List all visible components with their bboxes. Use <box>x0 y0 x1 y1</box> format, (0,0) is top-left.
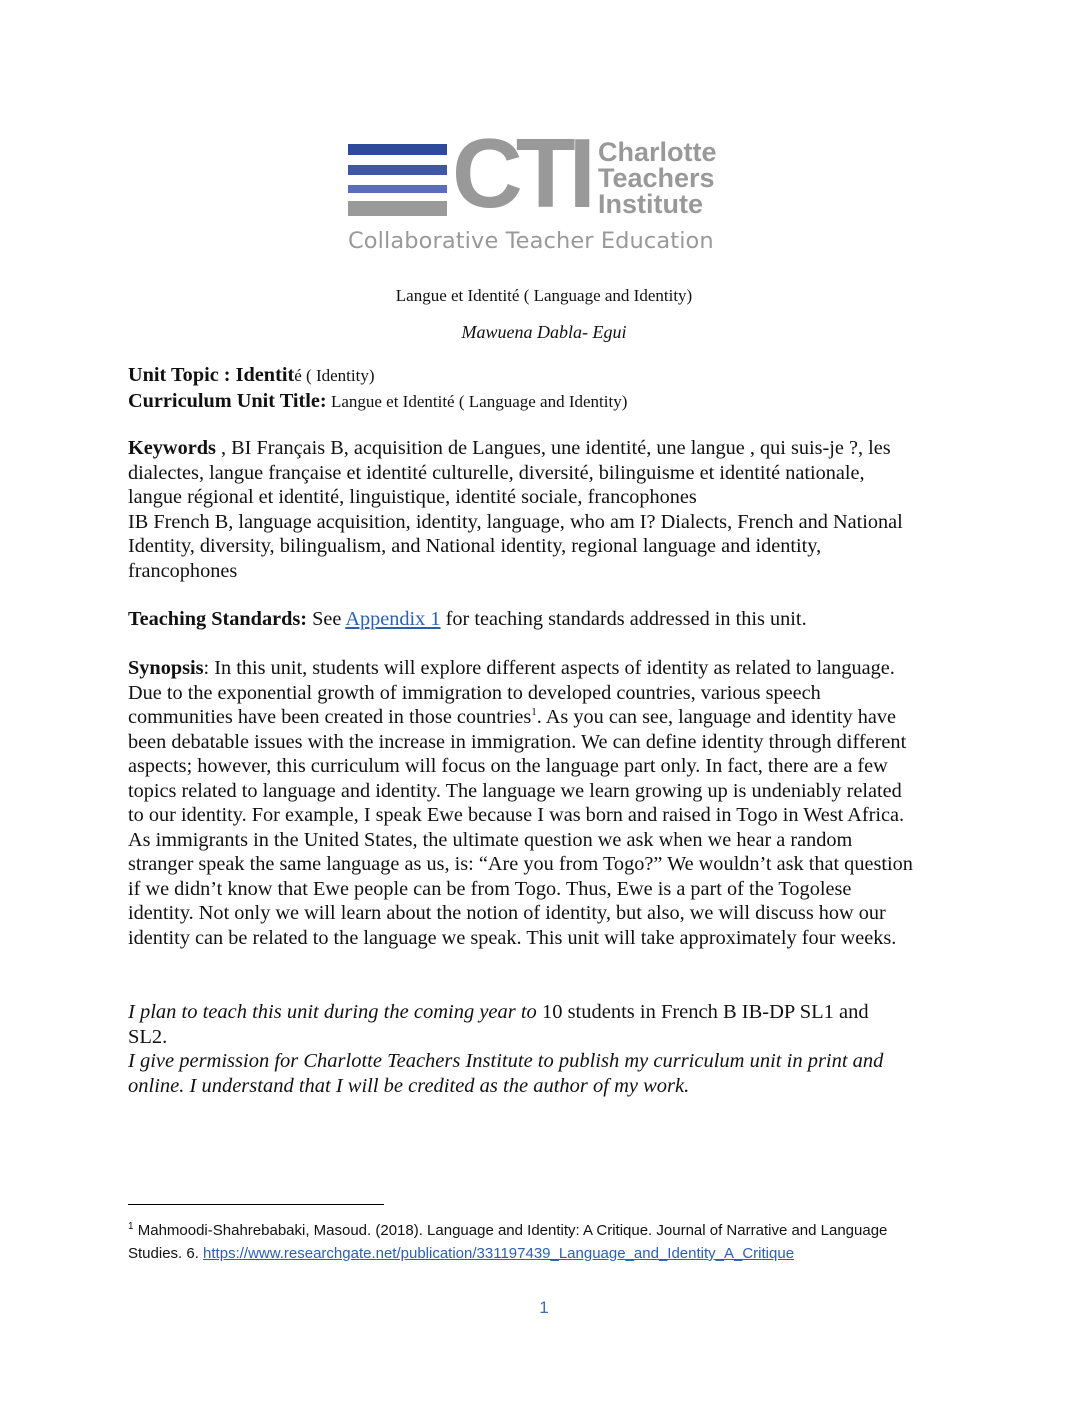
document-title: Langue et Identité ( Language and Identity) <box>395 286 693 305</box>
synopsis-line: to our identity. For example, I speak Ewe because I was born and raised in Togo in West Africa. <box>128 804 905 826</box>
footnote <box>128 1215 958 1265</box>
keywords-line: dialectes, langue française et identité culturelle, diversité, bilinguisme et identité nationale, <box>128 461 865 484</box>
synopsis-text: . As you can see, language and identity have <box>536 706 897 728</box>
synopsis-line: stranger speak the same language as us, is: “Are you from Togo?” We wouldn’t ask that question <box>128 853 913 875</box>
plan-line: SL2. <box>128 1025 168 1048</box>
synopsis-text: : In this unit, students will explore different aspects of identity as related to language. <box>203 657 895 679</box>
synopsis-section <box>128 656 958 950</box>
footnote-text: Mahmoodi-Shahrebabaki, Masoud. (2018). Language and Identity: A Critique. Journal of Narrative and Language <box>133 1222 888 1239</box>
synopsis-line <box>128 656 958 681</box>
footnote-number: 1 <box>128 1221 134 1232</box>
keywords-line <box>128 436 958 461</box>
synopsis-line: As immigrants in the United States, the ultimate question we ask when we hear a random <box>128 828 853 851</box>
permission-line: I give permission for Charlotte Teachers Institute to publish my curriculum unit in print and <box>128 1050 884 1072</box>
cti-logo <box>348 118 740 258</box>
keywords-text: , BI Français B, acquisition de Langues, une identité, une langue , qui suis-je ?, les <box>215 437 891 459</box>
synopsis-line: identity can be related to the language we speak. This unit will take approximately four weeks. <box>128 926 897 949</box>
keywords-line: Identity, diversity, bilingualism, and National identity, regional language and identity, <box>128 535 822 557</box>
synopsis-line: topics related to language and identity. The language we learn growing up is undeniably related <box>128 779 902 802</box>
keywords-label: Keywords <box>128 437 216 459</box>
curriculum-title-label: Curriculum Unit Title: <box>128 389 327 412</box>
synopsis-line: been debatable issues with the increase in immigration. We can define identity through different <box>128 730 907 753</box>
synopsis-line: if we didn’t know that Ewe people can be from Togo. Thus, Ewe is a part of the Togolese <box>128 877 852 900</box>
logo-stripe <box>348 165 447 175</box>
plan-permission-section <box>128 1000 958 1098</box>
unit-topic-value: é ( Identity) <box>294 366 375 385</box>
logo-stripe <box>348 144 447 155</box>
page-number: 1 <box>539 1298 549 1317</box>
keywords-line: IB French B, language acquisition, identity, language, who am I? Dialects, French and National <box>128 510 903 533</box>
synopsis-line: identity. Not only we will learn about the notion of identity, but also, we will discuss how our <box>128 902 886 924</box>
footnote-reference[interactable]: 1 <box>531 706 537 719</box>
keywords-line: langue régional et identité, linguistique, identité sociale, francophones <box>128 486 697 508</box>
appendix-link[interactable]: Appendix 1 <box>345 608 441 630</box>
teaching-standards <box>128 607 958 632</box>
synopsis-line <box>128 705 958 730</box>
footnote-divider <box>128 1204 384 1205</box>
logo-stripe <box>348 185 447 193</box>
logo-mark: CTI <box>452 118 589 228</box>
standards-text: for teaching standards addressed in this unit. <box>440 608 807 630</box>
curriculum-title-line <box>128 389 958 415</box>
unit-topic-label: Unit Topic : Identit <box>128 364 295 386</box>
synopsis-line: aspects; however, this curriculum will focus on the language part only. In fact, there are a few <box>128 755 888 777</box>
logo-stripe <box>348 201 447 216</box>
footnote-line <box>128 1215 958 1242</box>
footnote-url-link[interactable]: https://www.researchgate.net/publication/331197439_Language_and_Identity_A_Critique <box>203 1245 795 1262</box>
standards-label: Teaching Standards: <box>128 608 308 630</box>
logo-tagline: Collaborative Teacher Education <box>348 228 714 254</box>
keywords-line: francophones <box>128 559 238 582</box>
plan-line <box>128 1000 958 1025</box>
logo-name-line: Teachers <box>598 163 715 193</box>
logo-name-line: Charlotte <box>598 137 717 167</box>
standards-text: See <box>307 608 346 630</box>
logo-institute-name <box>598 139 717 217</box>
permission-line: online. I understand that I will be credited as the author of my work. <box>128 1074 690 1097</box>
synopsis-label: Synopsis <box>128 657 204 679</box>
curriculum-title-value: Langue et Identité ( Language and Identity) <box>326 391 628 411</box>
synopsis-line: Due to the exponential growth of immigration to developed countries, various speech <box>128 681 821 704</box>
logo-name-line: Institute <box>598 189 703 219</box>
footnote-line <box>128 1242 958 1265</box>
keywords-section <box>128 436 958 583</box>
author-name: Mawuena Dabla- Egui <box>461 322 627 342</box>
synopsis-text: communities have been created in those countries <box>128 706 532 728</box>
plan-italic-text: I plan to teach this unit during the coming year to <box>128 1001 537 1023</box>
footnote-text: Studies. 6. <box>128 1245 204 1262</box>
unit-topic-line <box>128 363 958 389</box>
unit-info <box>128 363 958 414</box>
plan-text: 10 students in French B IB-DP SL1 and <box>536 1001 869 1023</box>
